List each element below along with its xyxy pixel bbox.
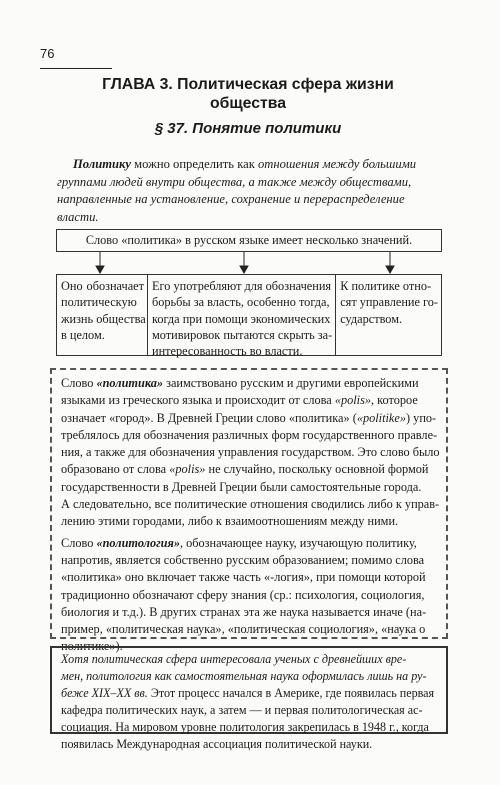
etymology-p1-line-3	[61, 411, 436, 425]
etymology-p2-line-3: «политика» оно включает также часть «-логия», при помощи которой	[61, 570, 426, 585]
history-line-4: кафедра политических наук, а затем — и первая политологическая ас-	[61, 703, 423, 717]
etymology-box	[50, 368, 448, 654]
meaning-2-line-2: борьбы за власть, особенно тогда,	[152, 295, 330, 310]
term-politike: «politike»	[356, 410, 406, 425]
arrow-head-2	[240, 266, 248, 273]
etymology-p1-l3-a: означает «город». В Древней Греции слово «политика» (	[61, 410, 357, 425]
etymology-politology-paragraph	[61, 535, 440, 656]
etymology-p1-l2-a: языками из греческого языка и происходит от слова	[61, 393, 335, 408]
history-line-6: появилась Международная ассоциация политической науки.	[61, 737, 373, 751]
definition-term: Политику	[73, 157, 132, 171]
meanings-header-box: Слово «политика» в русском языке имеет несколько значений.	[56, 229, 442, 252]
definition-connector: можно определить как	[131, 157, 258, 171]
meaning-2-line-4: мотивировок пытаются скрыть за-	[152, 327, 333, 342]
definition-line-4: власти.	[57, 209, 99, 224]
etymology-p1-line-6	[61, 462, 429, 476]
meaning-struggle-for-power	[148, 275, 336, 359]
meaning-1-line-4: в целом.	[61, 327, 105, 342]
history-line-1: Хотя политическая сфера интересовала ученых с древнейших вре-	[61, 652, 407, 666]
etymology-p1-l6-b: не случайно, поскольку основной формой	[205, 462, 429, 477]
term-polis: «polis»	[334, 393, 372, 408]
history-line-3	[61, 685, 440, 702]
definition-line-2: группами людей внутри общества, а также между обществами,	[57, 174, 412, 189]
etymology-p1-line-5: ния, а также для обозначения управления государством. Это слово было	[61, 445, 440, 460]
etymology-p1-line-9: лению этими городами, либо к взаимоотношениям между ними.	[61, 514, 399, 529]
etymology-p2-l1-a: Слово	[61, 535, 97, 550]
meaning-state-governance	[336, 275, 441, 355]
etymology-politics-paragraph	[61, 375, 440, 531]
meaning-2-line-3: когда при помощи экономических	[152, 311, 331, 326]
meaning-2-line-5: интересованность во власти.	[152, 344, 303, 359]
etymology-p1-line-4: треблялось для обозначения различных форм государственного правле-	[61, 427, 438, 442]
meaning-1-line-1: Оно обозначает	[61, 279, 144, 293]
etymology-p1-line-2	[61, 393, 418, 407]
page-number: 76	[40, 46, 55, 61]
meaning-1-line-2: политическую	[61, 295, 137, 310]
history-line-2: мен, политология как самостоятельная наука оформилась лишь на ру-	[61, 669, 427, 683]
definition-line-3: направленные на установление, сохранение и перераспределение	[57, 192, 405, 206]
arrow-head-1	[96, 266, 104, 273]
diagram-arrows	[56, 252, 442, 274]
term-polis-2: «polis»	[169, 462, 206, 477]
definition-paragraph	[57, 156, 449, 226]
definition-line-1	[57, 156, 449, 174]
history-period: беже XIX–XX вв.	[61, 686, 148, 700]
etymology-p1-line-1	[61, 376, 419, 390]
term-politologiya: «политология»	[96, 535, 180, 550]
meaning-3-line-2: сят управление го-	[340, 295, 439, 310]
section-title: § 37. Понятие политики	[154, 120, 342, 137]
etymology-p1-l6-a: образовано от слова	[61, 462, 170, 477]
etymology-p2-l1-b: , обозначающее науку, изучающую политику,	[179, 535, 417, 550]
meaning-3-line-1: К политике отно-	[340, 279, 432, 293]
chapter-title	[56, 75, 440, 113]
term-politika: «политика»	[96, 376, 164, 390]
etymology-p2-line-1	[61, 536, 417, 550]
etymology-p1-l1-b: заимствовано русским и другими европейскими	[163, 376, 419, 390]
etymology-p1-l2-b: , которое	[371, 393, 418, 408]
etymology-p2-line-4: традиционно обозначают сферу знания (ср.: психология, социология,	[61, 587, 425, 602]
etymology-p2-line-7: политике»).	[61, 639, 123, 654]
meanings-columns	[56, 274, 442, 359]
history-line-3-rest: Этот процесс начался в Америке, где появилась первая	[147, 686, 435, 700]
etymology-p2-line-5: биология и т.д.). В других странах эта же наука называется иначе (на-	[61, 604, 427, 619]
chapter-title-line-2: общества	[209, 95, 287, 112]
meaning-1-line-3: жизнь общества	[61, 311, 146, 326]
meaning-political-life	[57, 275, 148, 355]
meaning-3-line-3: сударством.	[340, 311, 403, 326]
history-box	[50, 646, 448, 751]
history-line-5: социация. На мировом уровне политология закрепилась в 1948 г., когда	[61, 720, 429, 734]
header-rule	[40, 68, 112, 69]
chapter-title-line-1: ГЛАВА 3. Политическая сфера жизни	[102, 76, 394, 93]
definition-text-1: отношения между большими	[257, 157, 417, 171]
etymology-p1-line-8: А следовательно, все политические отношения сводились либо к управ-	[61, 497, 440, 512]
etymology-p2-line-6: пример, «политическая наука», «политическая социология», «наука о	[61, 622, 426, 637]
etymology-p2-line-2: напротив, является собственно русским образованием; помимо слова	[61, 552, 425, 567]
etymology-p1-l1-a: Слово	[61, 376, 97, 390]
meaning-2-line-1: Его употребляют для обозначения	[152, 279, 332, 293]
arrow-head-3	[386, 266, 394, 273]
etymology-p1-l3-b: ) упо-	[406, 410, 437, 425]
etymology-p1-line-7: государственности в Древней Греции были самостоятельные города.	[61, 479, 422, 494]
